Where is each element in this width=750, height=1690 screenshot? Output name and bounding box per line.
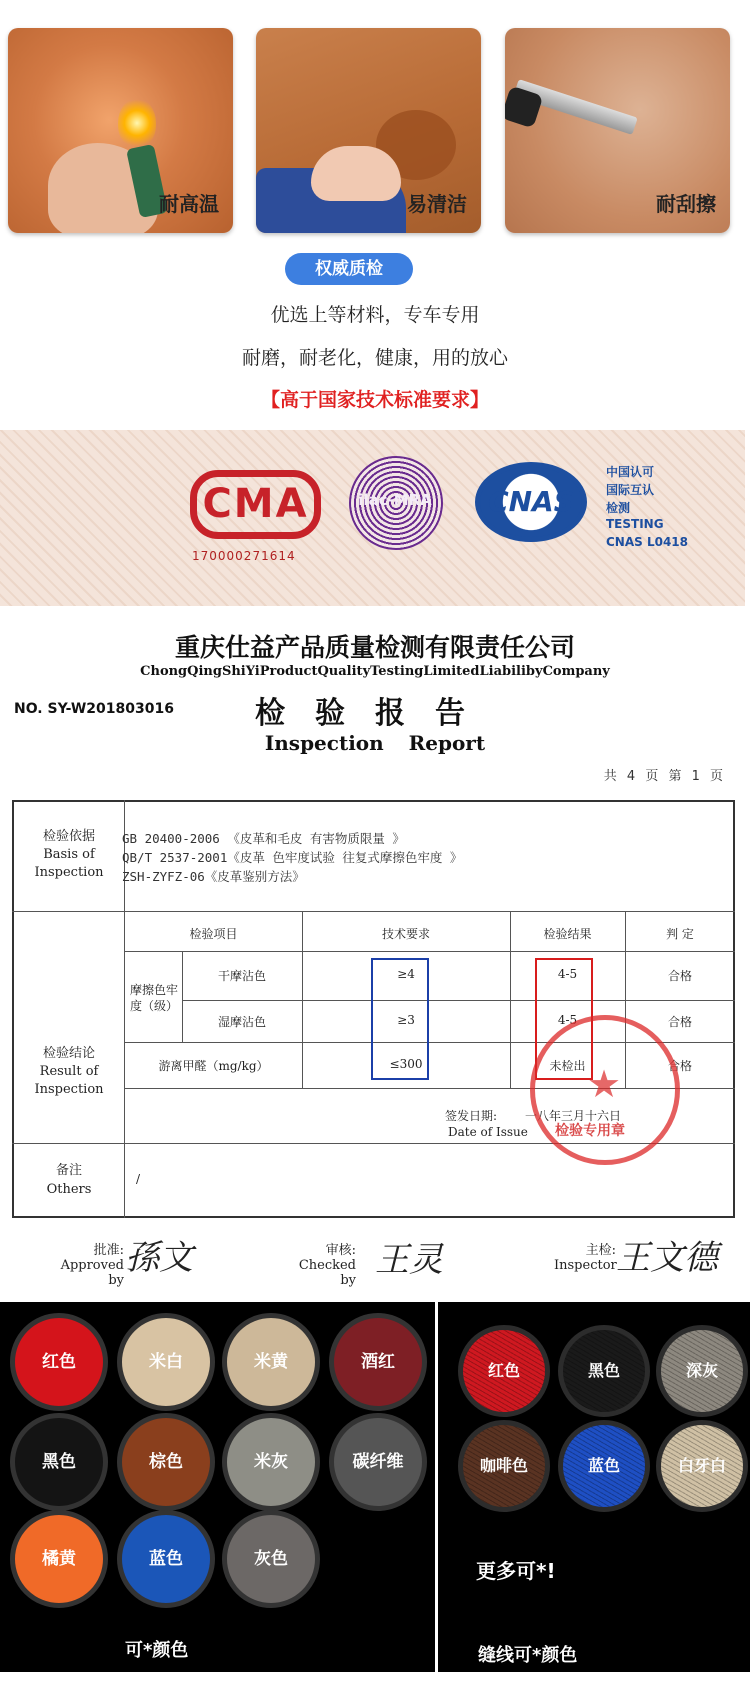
thread-color-swatch[interactable]: 蓝色 (558, 1420, 650, 1512)
color-swatch[interactable]: 酒红 (329, 1313, 427, 1411)
cnas-text-5: CNAS L0418 (606, 535, 689, 549)
thread-color-swatch[interactable]: 咖啡色 (458, 1420, 550, 1512)
quality-badge: 权威质检 (285, 253, 413, 285)
feature-caption: 耐高温 (159, 192, 219, 216)
thread-color-swatch[interactable]: 深灰 (656, 1325, 748, 1417)
header-item: 检验项目 (189, 927, 238, 941)
header-judgement: 判 定 (666, 927, 694, 941)
row-result: 4-5 (557, 967, 578, 981)
report-title-en: Inspection Report (264, 731, 486, 755)
feature-photo-heat (8, 28, 233, 233)
group-label: 摩擦色牢度（级） (129, 983, 178, 1013)
report-title-cn: 检验报告 (255, 696, 495, 731)
row-judgement: 合格 (667, 1015, 692, 1029)
row-judgement: 合格 (667, 969, 692, 983)
color-swatch[interactable]: 米黄 (222, 1313, 320, 1411)
color-swatch[interactable]: 橘黄 (10, 1510, 108, 1608)
feature-caption: 易清洁 (407, 192, 467, 216)
row-item: 游离甲醛（mg/kg） (158, 1059, 269, 1073)
color-swatch[interactable]: 灰色 (222, 1510, 320, 1608)
company-name-en: ChongQingShiYiProductQualityTestingLimitedLiabilibyCompany (140, 664, 610, 679)
thread-color-swatch[interactable]: 白牙白 (656, 1420, 748, 1512)
issue-date-label: 签发日期: (445, 1109, 498, 1123)
others-label: 备注 Others (46, 1163, 92, 1197)
color-swatch[interactable]: 碳纤维 (329, 1413, 427, 1511)
row-result: 未检出 (549, 1059, 586, 1073)
cnas-text-3: 检测 (606, 501, 631, 515)
header-requirement: 技术要求 (381, 927, 430, 941)
inspector-label: 主检: Inspector (554, 1243, 617, 1273)
feature-photo-clean (256, 28, 481, 233)
feature-caption: 耐刮擦 (656, 192, 716, 216)
color-swatch[interactable]: 棕色 (117, 1413, 215, 1511)
row-item: 湿摩沾色 (217, 1015, 266, 1029)
checked-label: 审核: Checked by (298, 1243, 356, 1288)
row-requirement: ≥3 (397, 1013, 415, 1027)
thread-color-swatch[interactable]: 红色 (458, 1325, 550, 1417)
cnas-text-4: TESTING (606, 517, 664, 531)
checked-signature: 王灵 (375, 1240, 443, 1280)
basis-line-1: GB 20400-2006 《皮革和毛皮 有害物质限量 》 (122, 831, 405, 846)
report-number: NO. SY-W201803016 (14, 701, 174, 717)
others-value: / (136, 1172, 141, 1186)
thread-color-swatch[interactable]: 黑色 (558, 1325, 650, 1417)
cnas-text-1: 中国认可 (606, 465, 655, 479)
row-item: 干摩沾色 (217, 969, 266, 983)
approved-signature: 孫文 (125, 1238, 193, 1278)
flame-icon (118, 98, 156, 148)
requirement-highlight-box (371, 958, 429, 1080)
row-requirement: ≤300 (389, 1057, 423, 1071)
cma-logo: CMA (190, 470, 321, 539)
stamp-star-icon: ★ (587, 1062, 622, 1106)
cnas-label: CNAS (488, 485, 574, 518)
quality-line-2: 耐磨，耐老化，健康，用的放心 (241, 347, 508, 369)
inspector-signature: 王文德 (616, 1238, 718, 1278)
color-swatch[interactable]: 蓝色 (117, 1510, 215, 1608)
thread-colors-label: 缝线可*颜色 (478, 1645, 578, 1666)
color-swatch[interactable]: 米灰 (222, 1413, 320, 1511)
company-name-cn: 重庆仕益产品质量检测有限责任公司 (174, 633, 575, 662)
row-divider (12, 911, 735, 912)
row-result: 4-5 (557, 1013, 578, 1027)
color-swatch[interactable]: 红色 (10, 1313, 108, 1411)
basis-line-2: QB/T 2537-2001《皮革 色牢度试验 往复式摩擦色牢度 》 (122, 850, 463, 865)
feature-photo-scratch (505, 28, 730, 233)
quality-line-3: 【高于国家技术标准要求】 (260, 389, 489, 411)
row-requirement: ≥4 (397, 967, 415, 981)
hand-shape (311, 146, 401, 201)
basis-label: 检验依据 Basis of Inspection (34, 829, 104, 880)
header-result: 检验结果 (543, 927, 592, 941)
row-divider (182, 1000, 735, 1001)
basis-line-3: ZSH-ZYFZ-06《皮革鉴别方法》 (122, 869, 305, 884)
page-count: 共 4 页 第 1 页 (603, 769, 726, 784)
row-judgement: 合格 (667, 1059, 692, 1073)
color-swatch[interactable]: 黑色 (10, 1413, 108, 1511)
cnas-text-2: 国际互认 (606, 483, 655, 497)
leather-colors-label: 可*颜色 (125, 1640, 189, 1661)
approved-label: 批准: Approved by (60, 1243, 124, 1288)
issue-date-value: 一八年三月十六日 (525, 1109, 622, 1123)
row-divider (125, 951, 735, 952)
cma-number: 170000271614 (192, 549, 296, 563)
result-label: 检验结论 Result of Inspection (34, 1046, 104, 1097)
issue-date-en: Date of Issue (448, 1125, 528, 1139)
stamp-text: 检验专用章 (555, 1123, 625, 1139)
ilac-mra-label: ilac-MRA (358, 491, 432, 509)
color-swatch[interactable]: 米白 (117, 1313, 215, 1411)
quality-line-1: 优选上等材料，专车专用 (270, 304, 480, 326)
more-colors-text: 更多可*! (476, 1559, 556, 1583)
